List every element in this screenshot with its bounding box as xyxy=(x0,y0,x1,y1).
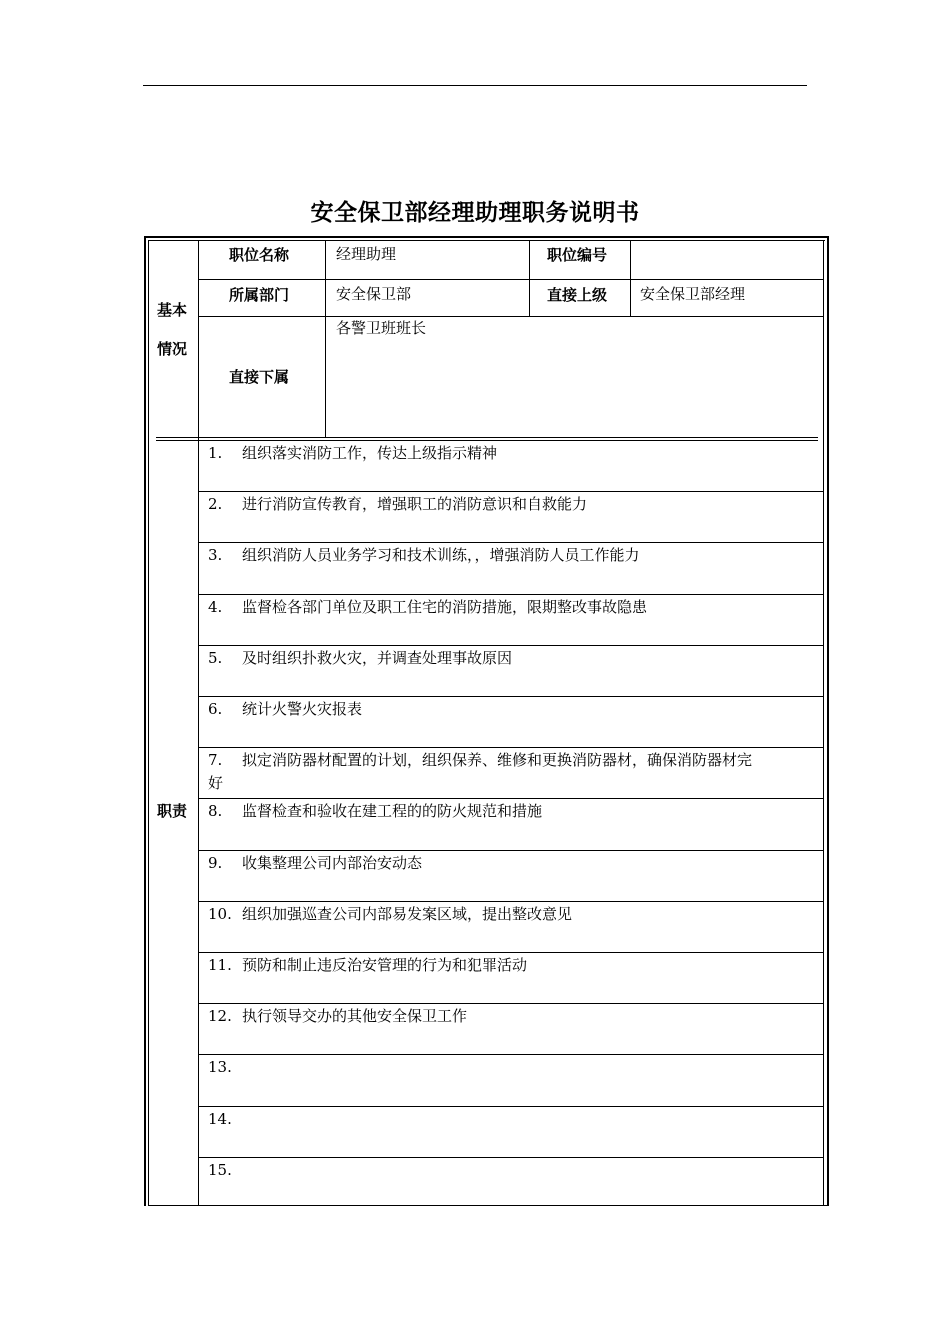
section-label-basic-2: 情况 xyxy=(157,340,188,358)
duty-text: 拟定消防器材配置的计划，组织保养、维修和更换消防器材，确保消防器材完 xyxy=(242,751,753,770)
duty-text: 组织消防人员业务学习和技术训练，，增强消防人员工作能力 xyxy=(242,546,640,565)
duty-number: 10. xyxy=(208,904,232,923)
subordinate-value: 各警卫班班长 xyxy=(336,319,427,337)
department-label: 所属部门 xyxy=(229,286,290,304)
duty-number: 4. xyxy=(208,597,223,616)
duty-text: 统计火警火灾报表 xyxy=(242,700,363,718)
duty-row-divider xyxy=(198,952,824,953)
duty-number: 3. xyxy=(208,546,223,565)
duty-number: 6. xyxy=(208,700,223,718)
duty-row-divider xyxy=(198,491,824,492)
position-name-label: 职位名称 xyxy=(229,246,290,264)
duty-row-divider xyxy=(198,542,824,543)
duty-row-divider xyxy=(198,1157,824,1158)
duty-row-divider xyxy=(198,747,824,748)
duty-number: 12. xyxy=(208,1007,232,1026)
superior-label: 直接上级 xyxy=(547,286,608,304)
superior-value: 安全保卫部经理 xyxy=(640,285,746,303)
duty-row-divider xyxy=(198,1054,824,1055)
duty-text: 组织加强巡查公司内部易发案区域，提出整改意见 xyxy=(242,904,573,923)
duty-text: 预防和制止违反治安管理的行为和犯罪活动 xyxy=(242,956,528,974)
duty-number: 8. xyxy=(208,802,223,821)
duty-row-divider xyxy=(198,1106,824,1107)
duty-number: 11. xyxy=(208,956,232,974)
duty-number: 14. xyxy=(208,1109,232,1128)
duty-number: 7. xyxy=(208,751,223,770)
duty-text: 监督检查和验收在建工程的的防火规范和措施 xyxy=(242,802,543,821)
duty-number: 1. xyxy=(208,444,223,462)
department-value: 安全保卫部 xyxy=(336,285,412,303)
duty-row-divider xyxy=(198,798,824,799)
duty-number: 15. xyxy=(208,1160,232,1179)
document-title: 安全保卫部经理助理职务说明书 xyxy=(310,200,640,226)
duty-number: 9. xyxy=(208,853,223,872)
duty-text: 组织落实消防工作，传达上级指示精神 xyxy=(242,444,498,462)
duty-text: 进行消防宣传教育，增强职工的消防意识和自救能力 xyxy=(242,495,588,514)
duty-text-continued: 好 xyxy=(208,774,224,793)
section-label-duties: 职责 xyxy=(157,802,188,820)
duty-row-divider xyxy=(198,696,824,697)
duty-number: 13. xyxy=(208,1058,232,1077)
section-label-basic-1: 基本 xyxy=(157,301,188,319)
duty-number: 2. xyxy=(208,495,223,514)
position-name-value: 经理助理 xyxy=(336,245,397,263)
duty-text: 监督检各部门单位及职工住宅的消防措施，限期整改事故隐患 xyxy=(242,597,648,616)
duty-number: 5. xyxy=(208,648,223,667)
duty-text: 执行领导交办的其他安全保卫工作 xyxy=(242,1007,468,1026)
duty-text: 及时组织扑救火灾，并调查处理事故原因 xyxy=(242,648,513,667)
position-code-label: 职位编号 xyxy=(547,246,608,264)
duty-row-divider xyxy=(198,1003,824,1004)
header-rule xyxy=(143,85,807,86)
duty-text: 收集整理公司内部治安动态 xyxy=(242,853,423,872)
subordinate-label: 直接下属 xyxy=(229,368,290,386)
